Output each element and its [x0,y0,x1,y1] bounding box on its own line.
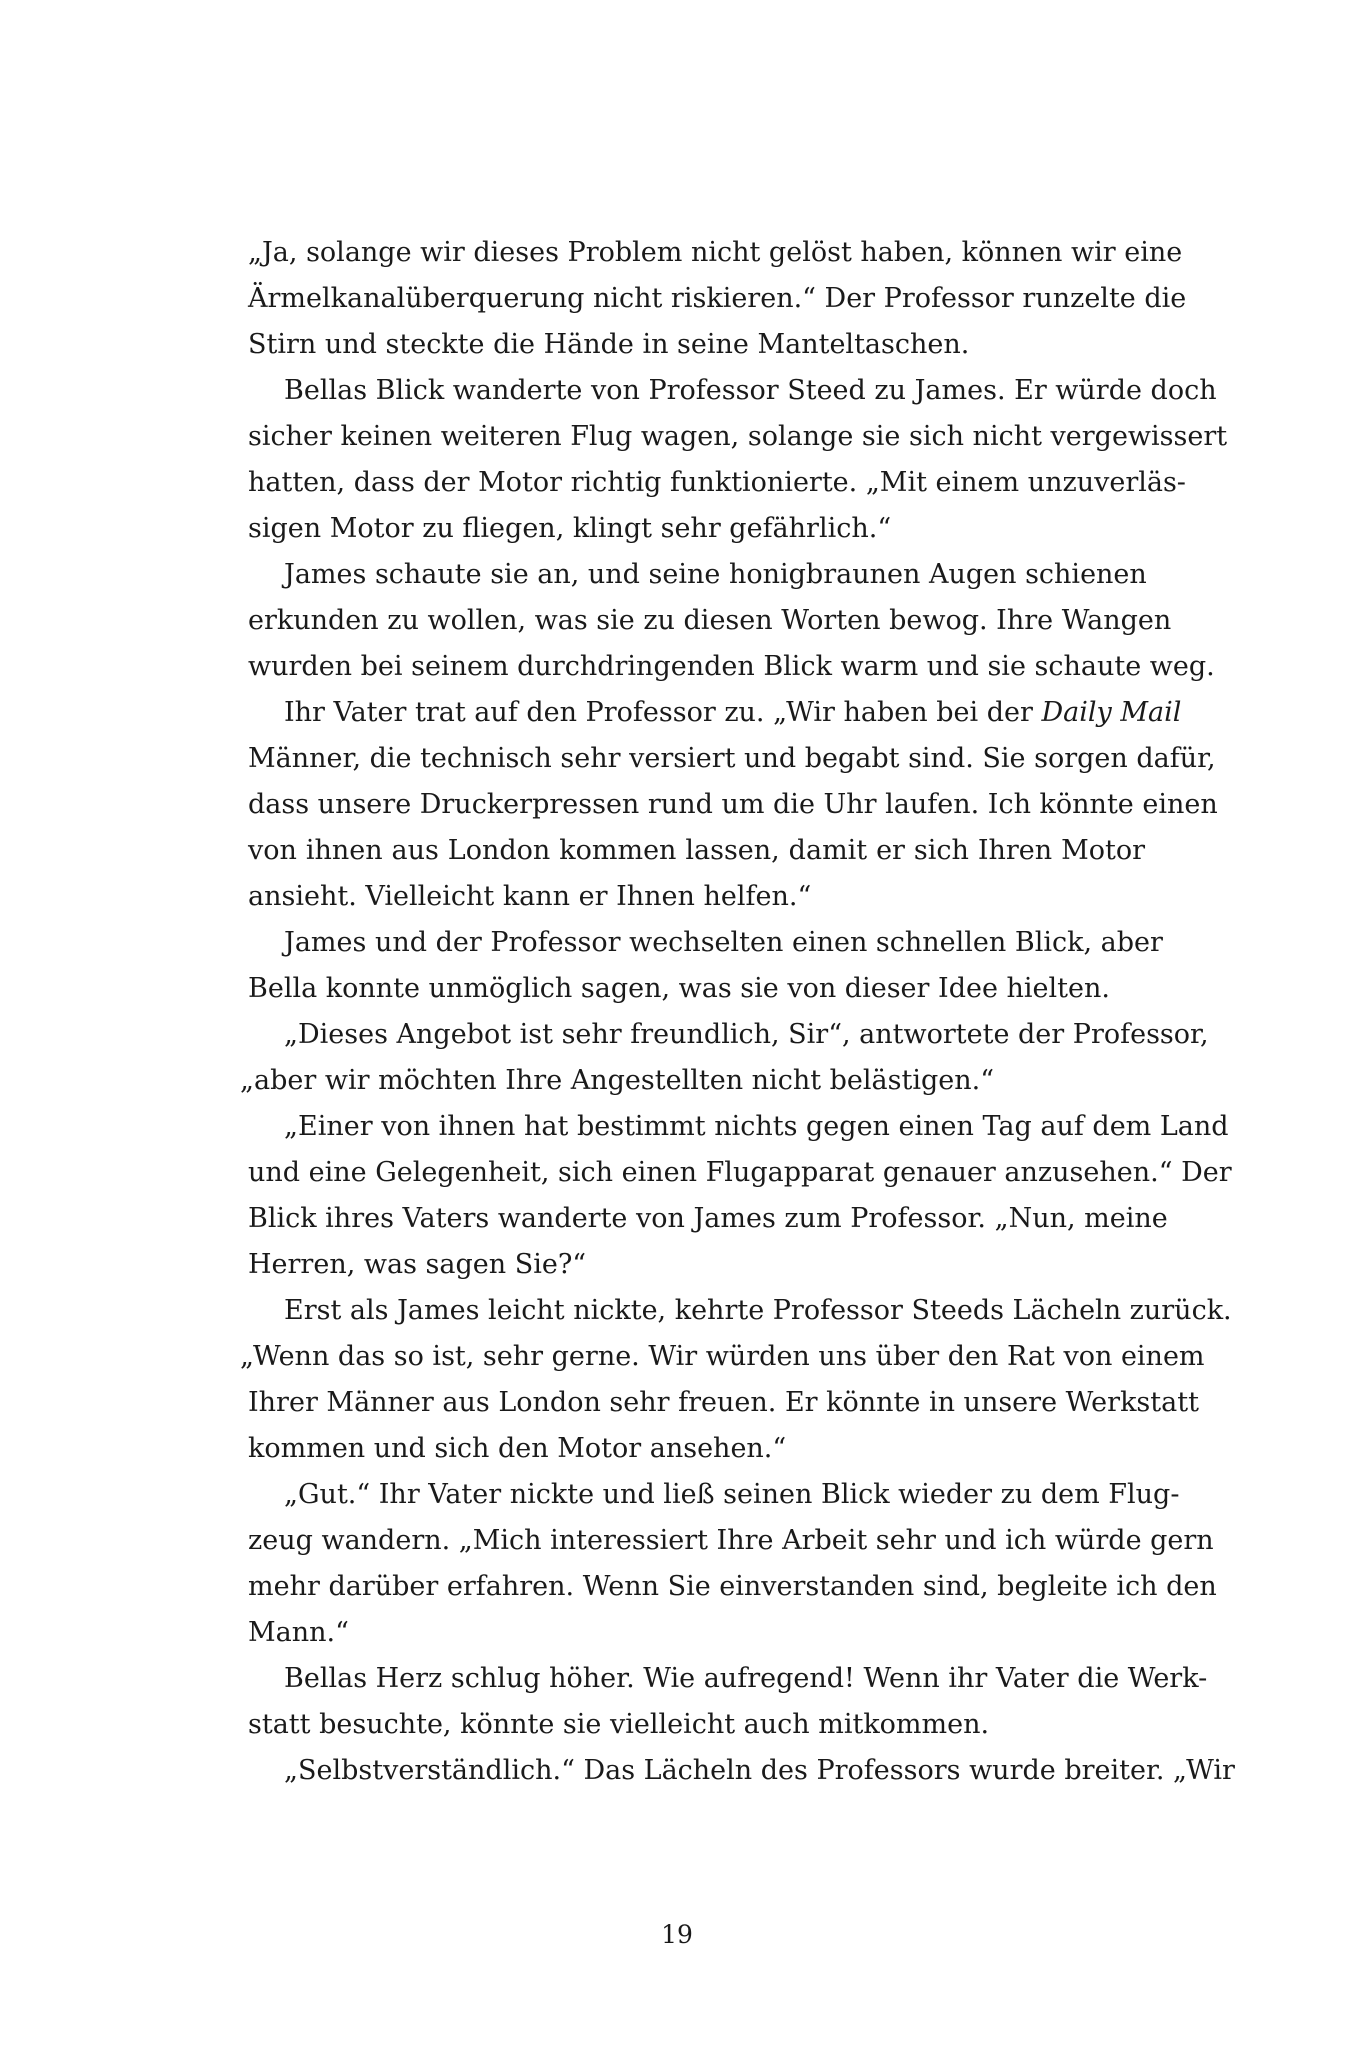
text-line: Blick ihres Vaters wanderte von James zum Professor. „Nun, meine [248,1203,1168,1234]
text-line: wurden bei seinem durchdringenden Blick warm und sie schaute weg. [248,651,1215,682]
text-line: Herren, was sagen Sie?“ [248,1249,587,1280]
newspaper-title: Daily Mail [1041,697,1182,728]
text-line: „Einer von ihnen hat bestimmt nichts gegen einen Tag auf dem Land [284,1111,1229,1142]
text-line: James schaute sie an, und seine honigbraunen Augen schienen [284,559,1147,590]
text-segment: Ihr Vater trat auf den Professor zu. „Wir haben bei der [284,697,1033,728]
text-line: mehr darüber erfahren. Wenn Sie einverstanden sind, begleite ich den [248,1571,1217,1602]
text-line: „Ja, solange wir dieses Problem nicht gelöst haben, können wir eine [248,237,1183,268]
text-line: Mann.“ [248,1617,349,1648]
text-line: hatten, dass der Motor richtig funktionierte. „Mit einem unzuverläs- [248,467,1186,498]
page-number: 19 [661,1920,693,1949]
text-line: Ärmelkanalüberquerung nicht riskieren.“ Der Professor runzelte die [248,283,1187,314]
text-line: Bellas Herz schlug höher. Wie aufregend! Wenn ihr Vater die Werk- [284,1663,1208,1694]
text-line: statt besuchte, könnte sie vielleicht auch mitkommen. [248,1709,990,1740]
text-line: von ihnen aus London kommen lassen, damit er sich Ihren Motor [248,835,1145,866]
text-line: sigen Motor zu fliegen, klingt sehr gefährlich.“ [248,513,892,544]
body-text [240,230,1235,1794]
text-line: Bellas Blick wanderte von Professor Steed zu James. Er würde doch [284,375,1217,406]
text-line: Erst als James leicht nickte, kehrte Professor Steeds Lächeln zurück. [284,1295,1232,1326]
text-line: „Selbstverständlich.“ Das Lächeln des Professors wurde breiter. „Wir [284,1755,1235,1786]
text-line: „Dieses Angebot ist sehr freundlich, Sir“, antwortete der Professor, [284,1019,1209,1050]
text-line: erkunden zu wollen, was sie zu diesen Worten bewog. Ihre Wangen [248,605,1172,636]
text-line: zeug wandern. „Mich interessiert Ihre Arbeit sehr und ich würde gern [248,1525,1214,1556]
text-line: Ihrer Männer aus London sehr freuen. Er könnte in unsere Werkstatt [248,1387,1199,1418]
text-line: „aber wir möchten Ihre Angestellten nicht belästigen.“ [240,1065,995,1096]
text-line: kommen und sich den Motor ansehen.“ [248,1433,787,1464]
text-line: Bella konnte unmöglich sagen, was sie von dieser Idee hielten. [248,973,1110,1004]
text-line: „Wenn das so ist, sehr gerne. Wir würden uns über den Rat von einem [240,1341,1205,1372]
text-line: ansieht. Vielleicht kann er Ihnen helfen.“ [248,881,812,912]
text-line [248,690,1182,736]
text-line: und eine Gelegenheit, sich einen Flugapparat genauer anzusehen.“ Der [248,1157,1232,1188]
text-line: Stirn und steckte die Hände in seine Manteltaschen. [248,329,970,360]
text-line: „Gut.“ Ihr Vater nickte und ließ seinen Blick wieder zu dem Flug- [284,1479,1180,1510]
text-line: Männer, die technisch sehr versiert und begabt sind. Sie sorgen dafür, [248,743,1216,774]
text-line: sicher keinen weiteren Flug wagen, solange sie sich nicht vergewissert [248,421,1228,452]
text-line: dass unsere Druckerpressen rund um die Uhr laufen. Ich könnte einen [248,789,1218,820]
text-line: James und der Professor wechselten einen schnellen Blick, aber [284,927,1163,958]
